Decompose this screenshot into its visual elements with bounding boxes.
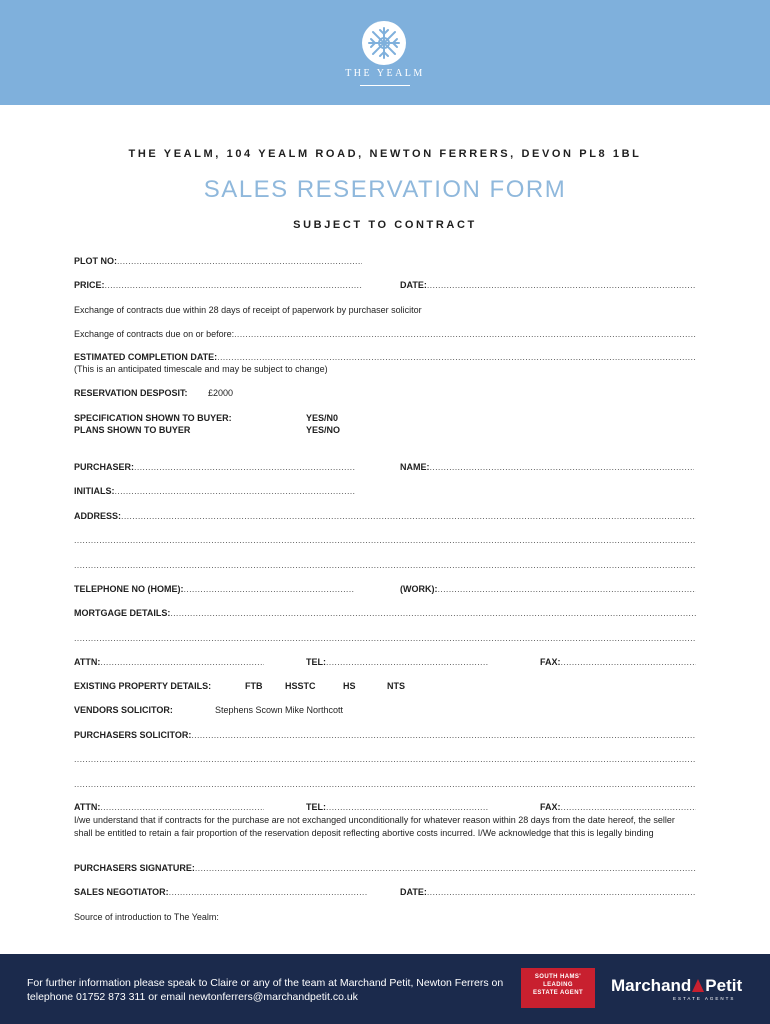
telephone-work-label: (WORK):: [400, 584, 438, 594]
purchasers-solicitor-line-2[interactable]: [74, 754, 696, 765]
estimated-completion-field[interactable]: [74, 352, 696, 363]
address-line-2[interactable]: [74, 535, 696, 546]
existing-property-label: EXISTING PROPERTY DETAILS:: [74, 681, 212, 691]
mortgage-tel-field[interactable]: [306, 657, 488, 668]
plot-no-label: PLOT NO:: [74, 256, 117, 266]
exchange-before-field[interactable]: [74, 329, 696, 340]
negotiator-date-field[interactable]: [400, 887, 696, 898]
vendors-solicitor-value: Stephens Scown Mike Northcott: [215, 705, 344, 715]
badge-line-2: LEADING: [543, 982, 573, 988]
option-nts[interactable]: NTS: [387, 681, 405, 691]
negotiator-date-label: DATE:: [400, 887, 427, 897]
reservation-deposit-label: RESERVATION DESPOSIT:: [74, 388, 188, 398]
agent-subtitle: ESTATE AGENTS: [673, 996, 736, 1001]
specification-yes-no[interactable]: YES/N0: [306, 413, 339, 423]
mortgage-fax-label: FAX:: [540, 657, 561, 667]
brand-underline: [360, 85, 410, 86]
exchange-before-label: Exchange of contracts due on or before:: [74, 329, 235, 339]
plans-yes-no[interactable]: YES/NO: [306, 425, 341, 435]
mortgage-details-line-2[interactable]: [74, 633, 696, 644]
exchange-note: Exchange of contracts due within 28 days of receipt of paperwork by purchaser solicitor: [74, 305, 422, 315]
mortgage-attn-label: ATTN:: [74, 657, 101, 667]
solicitor-tel-field[interactable]: [306, 802, 488, 813]
mortgage-tel-label: TEL:: [306, 657, 326, 667]
solicitor-tel-label: TEL:: [306, 802, 326, 812]
purchaser-field[interactable]: [74, 462, 356, 473]
purchasers-solicitor-line-3[interactable]: [74, 779, 696, 790]
price-label: PRICE:: [74, 280, 105, 290]
property-address: THE YEALM, 104 YEALM ROAD, NEWTON FERRERS, DEVON PL8 1BL: [128, 148, 642, 160]
estimated-completion-note: (This is an anticipated timescale and may be subject to change): [74, 364, 328, 374]
option-ftb[interactable]: FTB: [245, 681, 263, 691]
mortgage-fax-field[interactable]: [540, 657, 696, 668]
plot-no-field[interactable]: [74, 256, 362, 267]
name-field[interactable]: [400, 462, 694, 473]
address-line-3[interactable]: [74, 560, 696, 571]
date-field[interactable]: [400, 280, 696, 291]
option-hs[interactable]: HS: [343, 681, 356, 691]
solicitor-fax-field[interactable]: [540, 802, 696, 813]
marchand-petit-name: [611, 976, 742, 996]
footer-contact-text: For further information please speak to Claire or any of the team at Marchand Petit, Newton Ferrers on telephone 01752 873 311 or email newtonferrers@marchandpetit.co.uk: [27, 977, 504, 1003]
name-label: NAME:: [400, 462, 430, 472]
estimated-completion-label: ESTIMATED COMPLETION DATE:: [74, 352, 218, 362]
sales-negotiator-label: SALES NEGOTIATOR:: [74, 887, 169, 897]
initials-field[interactable]: [74, 486, 356, 497]
telephone-home-field[interactable]: [74, 584, 354, 595]
agent-name-part-2: Petit: [705, 976, 743, 995]
triangle-icon: [692, 979, 704, 992]
sales-negotiator-field[interactable]: [74, 887, 368, 898]
plans-label: PLANS SHOWN TO BUYER: [74, 425, 191, 435]
purchasers-signature-field[interactable]: [74, 863, 696, 874]
marchand-petit-logo: [611, 976, 746, 1006]
purchaser-label: PURCHASER:: [74, 462, 135, 472]
date-label: DATE:: [400, 280, 427, 290]
header-banner: [0, 0, 770, 105]
mortgage-attn-field[interactable]: [74, 657, 264, 668]
telephone-home-label: TELEPHONE NO (HOME):: [74, 584, 184, 594]
badge-line-1: SOUTH HAMS': [534, 974, 582, 980]
initials-label: INITIALS:: [74, 486, 115, 496]
specification-label: SPECIFICATION SHOWN TO BUYER:: [74, 413, 232, 423]
option-hsstc[interactable]: HSSTC: [285, 681, 316, 691]
purchasers-solicitor-label: PURCHASERS SOLICITOR:: [74, 730, 192, 740]
reservation-deposit-value: £2000: [208, 388, 234, 398]
south-hams-badge: [521, 968, 595, 1008]
purchasers-solicitor-field[interactable]: [74, 730, 696, 741]
solicitor-attn-label: ATTN:: [74, 802, 101, 812]
solicitor-fax-label: FAX:: [540, 802, 561, 812]
brand-name: THE YEALM: [345, 68, 425, 79]
mortgage-details-label: MORTGAGE DETAILS:: [74, 608, 171, 618]
agent-name-part-1: Marchand: [611, 976, 692, 995]
address-field[interactable]: [74, 511, 696, 522]
solicitor-attn-field[interactable]: [74, 802, 264, 813]
telephone-work-field[interactable]: [400, 584, 696, 595]
vendors-solicitor-label: VENDORS SOLICITOR:: [74, 705, 173, 715]
legal-declaration: I/we understand that if contracts for the purchase are not exchanged unconditionally for whatever reason within 28 days from the date hereof, the seller shall be entitled to retain a fair proportion of the reservation deposit reflecting abortive costs incurred. I/We acknowledge that this is legally binding: [74, 815, 675, 838]
snowflake-emblem-icon: [361, 20, 407, 66]
form-title: SALES RESERVATION FORM: [203, 176, 567, 203]
mortgage-details-field[interactable]: [74, 608, 696, 619]
form-subtitle: SUBJECT TO CONTRACT: [293, 219, 477, 231]
address-label: ADDRESS:: [74, 511, 122, 521]
badge-line-3: ESTATE AGENT: [532, 990, 584, 996]
price-field[interactable]: [74, 280, 362, 291]
purchasers-signature-label: PURCHASERS SIGNATURE:: [74, 863, 195, 873]
source-of-introduction: Source of introduction to The Yealm:: [74, 912, 219, 922]
footer-bar: [0, 954, 770, 1024]
